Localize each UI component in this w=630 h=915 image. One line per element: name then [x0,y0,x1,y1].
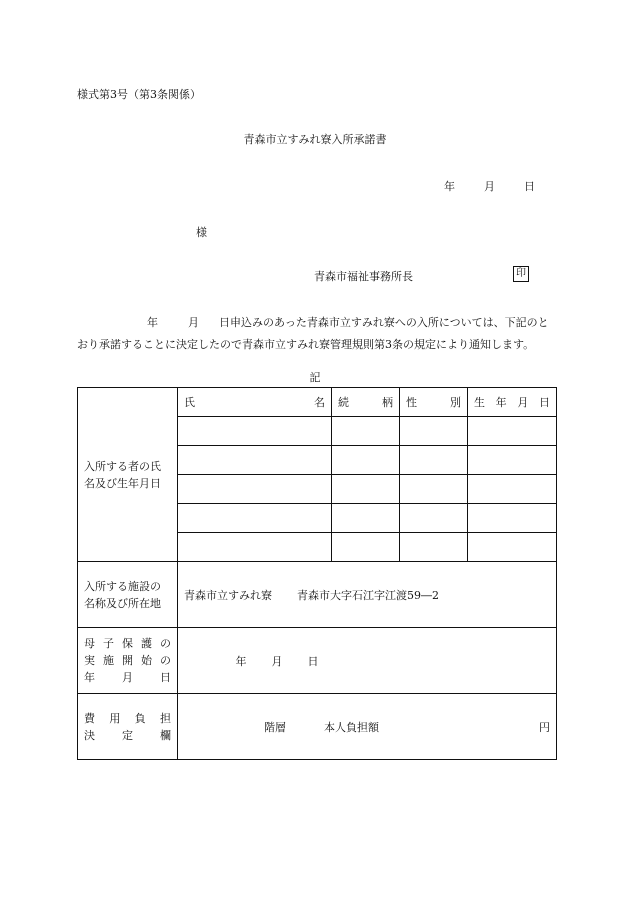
header-name: 氏 名 [178,388,332,417]
start-month: 月 [271,654,283,668]
header-birth: 生 年 月 日 [468,388,557,417]
seal-mark: 印 [513,266,529,282]
start-day: 日 [307,654,319,668]
facility-value [178,562,557,628]
facility-address: 青森市大字石江字江渡59―2 [297,588,439,602]
addressee-suffix: 様 [196,226,207,239]
date-year: 年 [444,180,455,193]
cost-value [178,694,557,760]
document-title: 青森市立すみれ寮入所承諾書 [243,133,387,146]
facility-name: 青森市立すみれ寮 [184,588,272,602]
issuer-name: 青森市福祉事務所長 [314,270,413,283]
date-month: 月 [484,180,495,193]
body-paragraph [77,312,551,356]
details-table [77,387,557,760]
start-year: 年 [235,654,247,668]
burden-label: 本人負担額 [324,720,379,734]
tier-label: 階層 [264,720,286,734]
header-gender: 性 別 [400,388,468,417]
date-day: 日 [524,180,535,193]
header-relation: 続 柄 [332,388,400,417]
ki-heading: 記 [309,371,321,384]
body-year: 年 [147,316,158,329]
label-start-date: 母 子 保 護 の 実 施 開 始 の 年 月 日 [78,628,178,694]
body-month: 月 [188,316,199,329]
label-facility: 入所する施設の 名称及び所在地 [78,562,178,628]
form-number: 様式第3号（第3条関係） [77,88,201,101]
date-line [444,178,535,194]
yen-label: 円 [539,720,550,734]
start-date-value [178,628,557,694]
label-cost: 費 用 負 担 決 定 欄 [78,694,178,760]
label-resident: 入所する者の氏 名及び生年月日 [78,388,178,562]
body-text: 日申込みのあった青森市立すみれ寮への入所については、下記のとおり承諾することに決定したので青森市立すみれ寮管理規則第3条の規定により通知します。 [77,316,549,351]
